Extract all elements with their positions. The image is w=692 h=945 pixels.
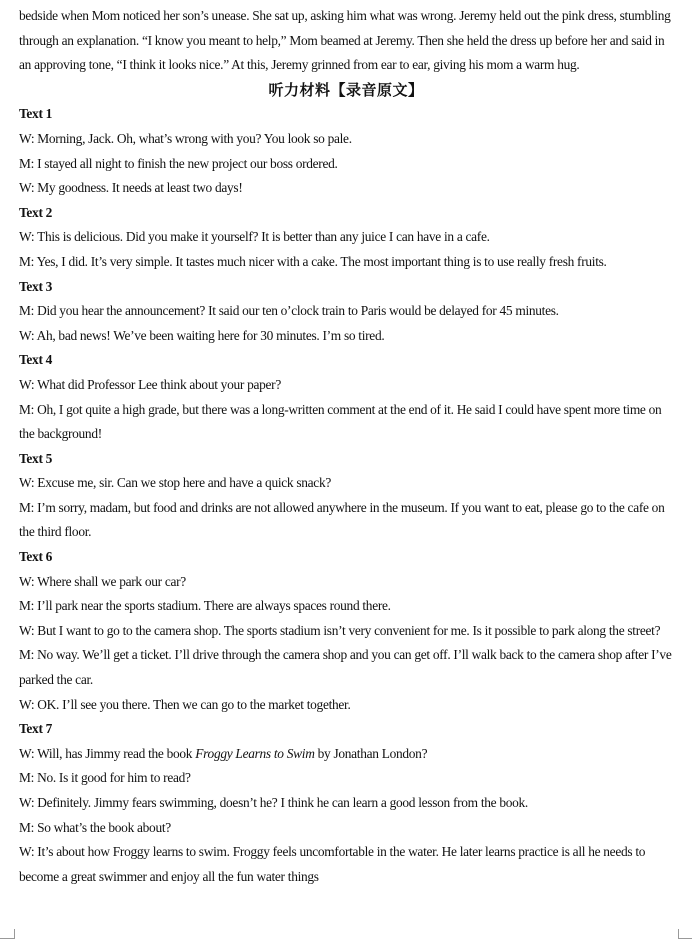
dialogue-line: W: But I want to go to the camera shop. The sports stadium isn’t very convenient for me. Is it possible to park along the street? (19, 622, 661, 638)
dialogue-line: W: It’s about how Froggy learns to swim. Froggy feels uncomfortable in the water. He later learns practice is all he needs to become a great swimmer and enjoy all the fun water things (19, 844, 646, 884)
dialogue-line: W: This is delicious. Did you make it yourself? It is better than any juice I can have in a cafe. (19, 229, 490, 245)
text-3-label: Text 3 (19, 278, 53, 294)
listening-material-heading: 听力材料【录音原文】 (268, 80, 424, 99)
dialogue-line: W: What did Professor Lee think about your paper? (19, 376, 281, 392)
dialogue-line: W: OK. I’ll see you there. Then we can go to the market together. (19, 696, 351, 712)
dialogue-line: W: Where shall we park our car? (19, 573, 186, 589)
dialogue-line: M: I’ll park near the sports stadium. There are always spaces round there. (19, 598, 391, 614)
dialogue-line: W: Ah, bad news! We’ve been waiting here for 30 minutes. I’m so tired. (19, 327, 385, 343)
dialogue-line: W: My goodness. It needs at least two days! (19, 180, 243, 196)
page-corner-mark-right (678, 938, 692, 939)
page-corner-mark-right-vertical (678, 929, 679, 939)
text-6-label: Text 6 (19, 549, 53, 565)
page-corner-mark-left-vertical (14, 929, 15, 939)
book-title: Froggy Learns to Swim (195, 745, 315, 761)
story-ending-paragraph: bedside when Mom noticed her son’s unease. She sat up, asking him what was wrong. Jeremy held out the pink dress, stumbling through an explanation. “I know you meant to help,” Mom beamed at Jeremy. Then she held the dress up before her and said in an approving tone, “I think it looks nice.” At this, Jeremy grinned from ear to ear, giving his mom a warm hug. (19, 8, 671, 73)
dialogue-line: M: I stayed all night to finish the new project our boss ordered. (19, 155, 338, 171)
text-4-label: Text 4 (19, 352, 53, 368)
line-suffix: by Jonathan London? (314, 745, 428, 761)
page-corner-mark-left (0, 938, 14, 939)
document-body (19, 4, 673, 889)
dialogue-line: M: No way. We’ll get a ticket. I’ll drive through the camera shop and you can get off. I’ll walk back to the camera shop after I’ve parked the car. (19, 647, 672, 688)
dialogue-line: M: Did you hear the announcement? It said our ten o’clock train to Paris would be delayed for 45 minutes. (19, 303, 559, 319)
dialogue-line: M: No. Is it good for him to read? (19, 770, 191, 786)
dialogue-line: M: Yes, I did. It’s very simple. It tastes much nicer with a cake. The most important thing is to use really fresh fruits. (19, 253, 607, 269)
dialogue-line: M: I’m sorry, madam, but food and drinks are not allowed anywhere in the museum. If you want to eat, please go to the cafe on the third floor. (19, 499, 665, 540)
line-prefix: W: Will, has Jimmy read the book (19, 745, 196, 761)
text-7-label: Text 7 (19, 721, 53, 737)
dialogue-line: W: Definitely. Jimmy fears swimming, doesn’t he? I think he can learn a good lesson from the book. (19, 795, 528, 810)
text-1-label: Text 1 (19, 106, 53, 122)
dialogue-line (19, 742, 673, 767)
dialogue-line: M: So what’s the book about? (19, 819, 171, 835)
dialogue-line: M: Oh, I got quite a high grade, but there was a long-written comment at the end of it. He said I could have spent more time on the background! (19, 401, 662, 442)
dialogue-line: W: Morning, Jack. Oh, what’s wrong with you? You look so pale. (19, 130, 352, 146)
text-5-label: Text 5 (19, 450, 53, 466)
text-2-label: Text 2 (19, 204, 53, 220)
dialogue-line: W: Excuse me, sir. Can we stop here and have a quick snack? (19, 475, 331, 491)
